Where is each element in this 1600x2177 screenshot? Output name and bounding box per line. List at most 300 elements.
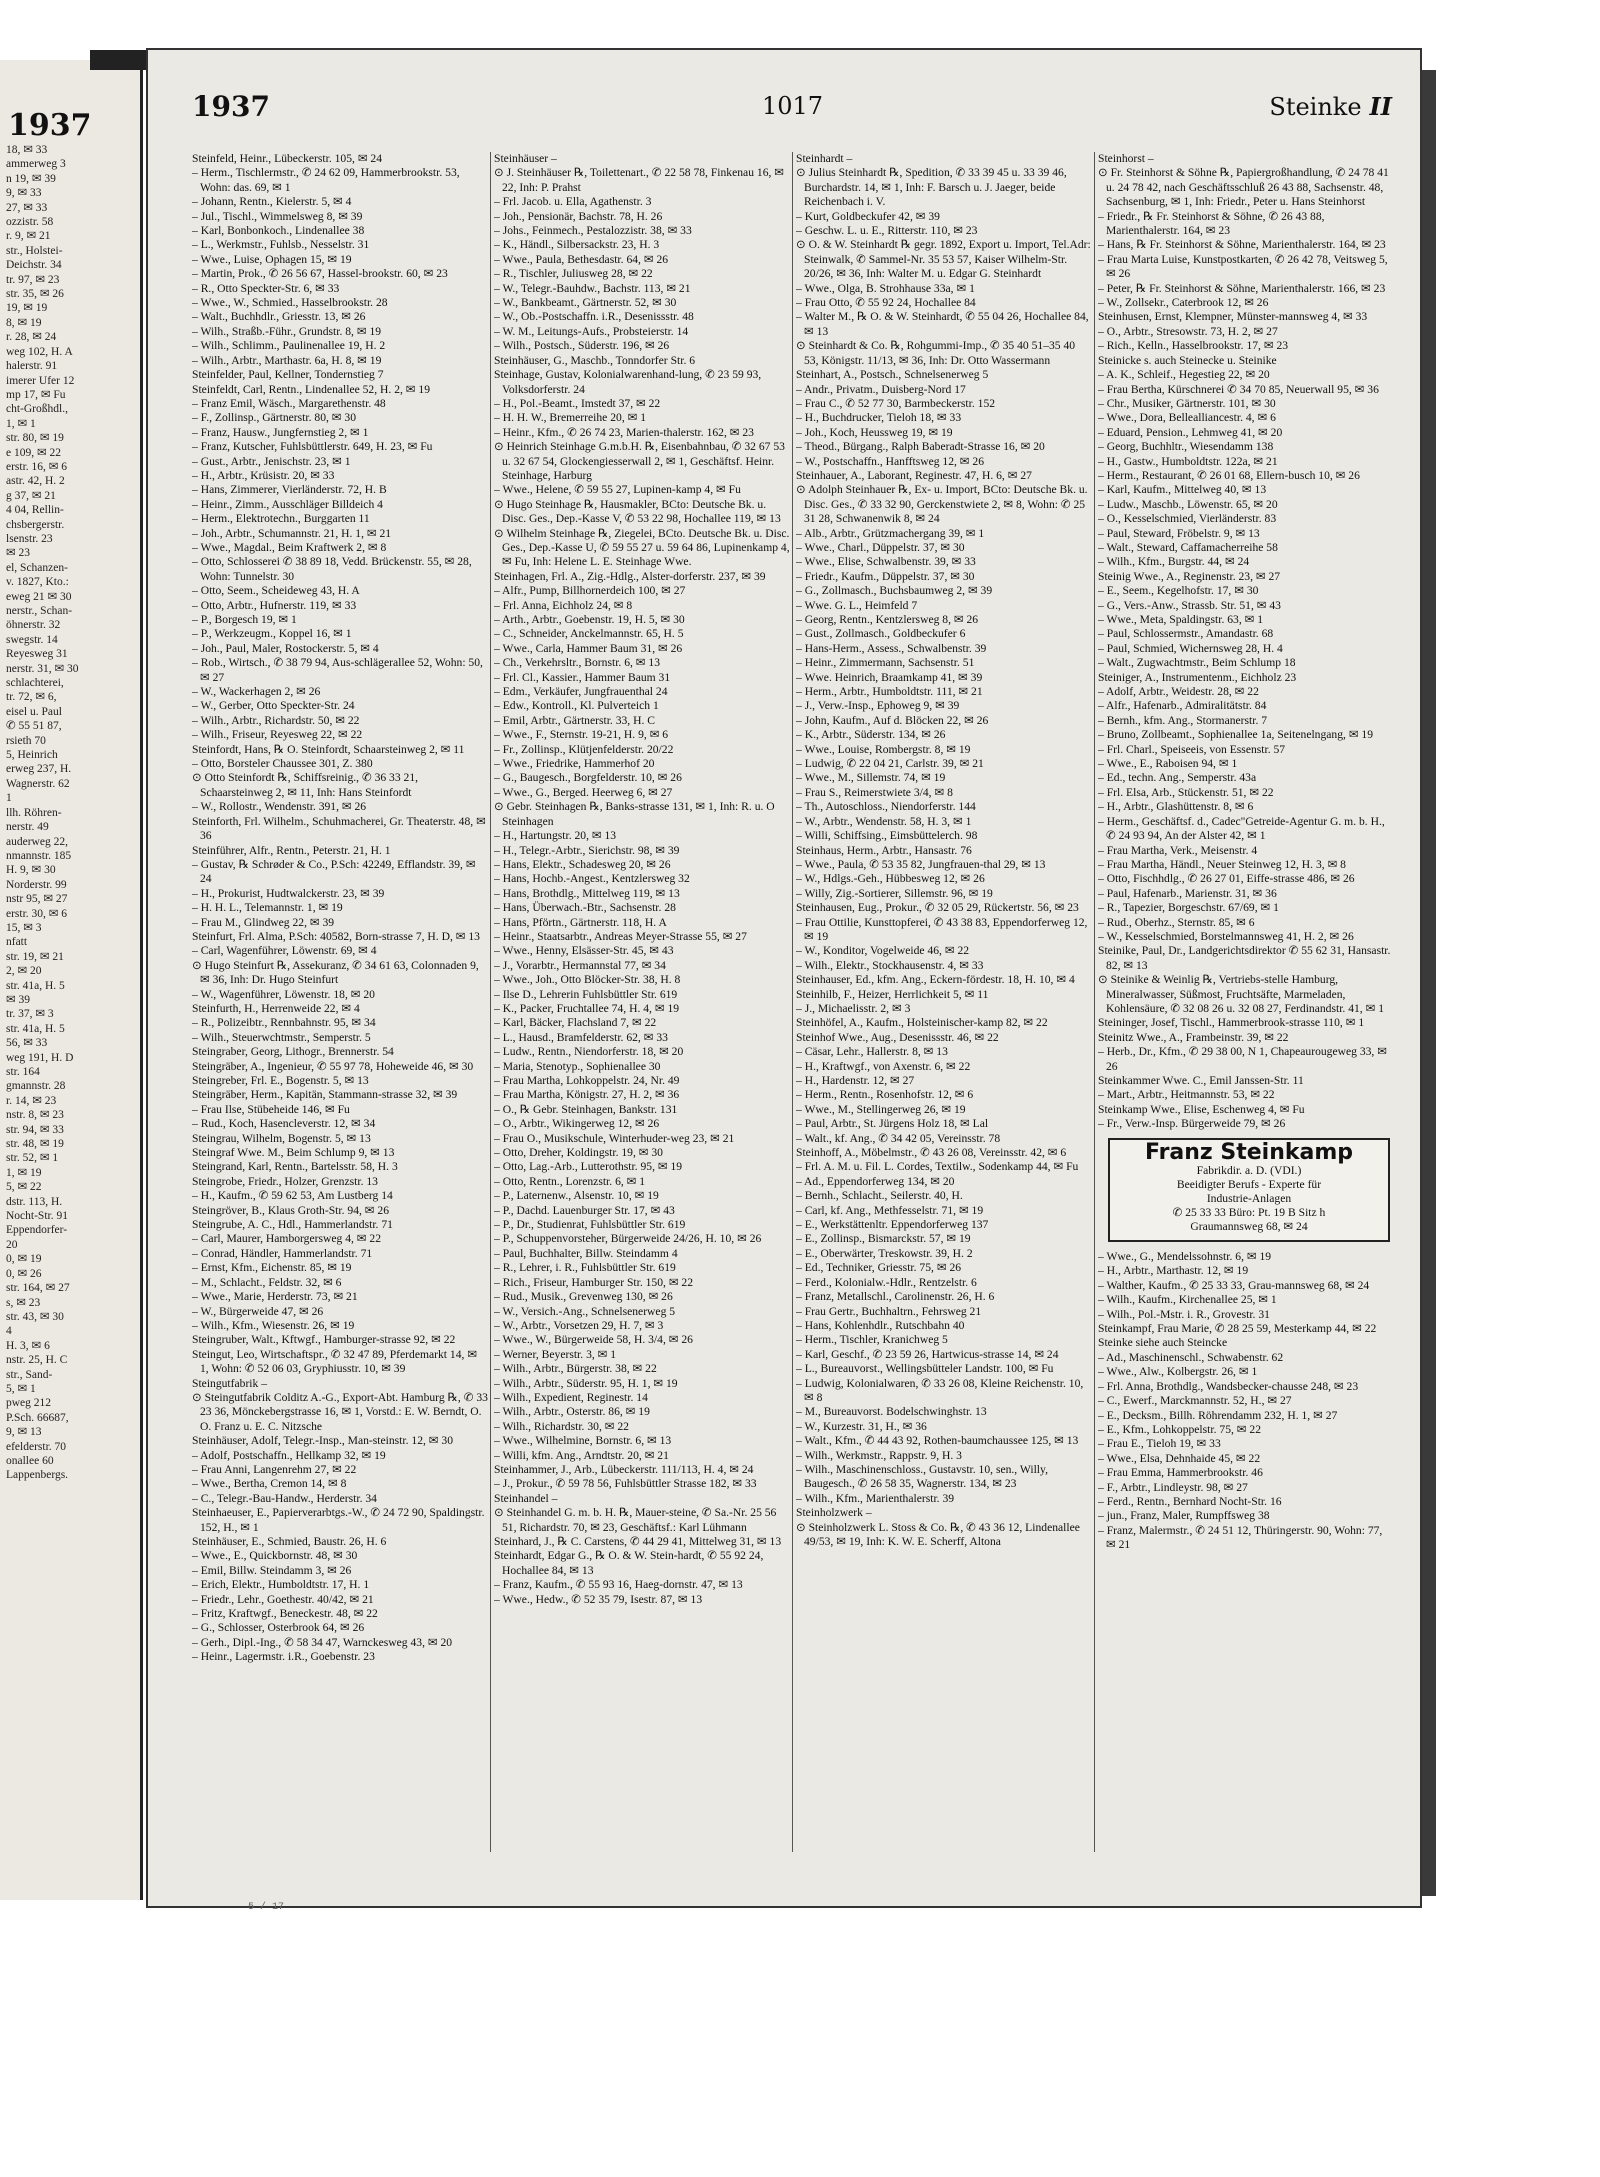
- directory-entry: – Conrad, Händler, Hammerlandstr. 71: [192, 1246, 373, 1260]
- directory-entry: – H., Arbtr., Glashüttenstr. 8, ✉ 6: [1098, 800, 1254, 814]
- header-year: 1937: [192, 90, 270, 123]
- directory-entry: – R., Lehrer, i. R., Fuhlsbüttler Str. 619: [494, 1261, 676, 1275]
- directory-entry: – Martin, Prok., ✆ 26 56 67, Hassel-brookstr. 60, ✉ 23: [192, 267, 448, 281]
- directory-entry: – R., Polizeibtr., Rennbahnstr. 95, ✉ 34: [192, 1016, 376, 1030]
- left-fragment: astr. 42, H. 2: [6, 475, 65, 488]
- directory-entry: – W., Zollsekr., Caterbrook 12, ✉ 26: [1098, 296, 1269, 310]
- directory-entry: – Wwe., Dora, Bellealliancestr. 4, ✉ 6: [1098, 411, 1276, 425]
- left-fragment: swegstr. 14: [6, 633, 58, 646]
- directory-entry: – E., Werkstättenltr. Eppendorferweg 137: [796, 1218, 989, 1232]
- directory-entry: – Walt., Kfm., ✆ 44 43 92, Rothen-baumchaussee 125, ✉ 13: [796, 1434, 1079, 1448]
- directory-entry: – L., Hausd., Bramfelderstr. 62, ✉ 33: [494, 1030, 668, 1044]
- directory-entry: Steinhausen, Eug., Prokur., ✆ 32 05 29, Rückertstr. 56, ✉ 23: [796, 901, 1079, 915]
- directory-entry: – Wwe., Louise, Rombergstr. 8, ✉ 19: [796, 742, 971, 756]
- directory-entry: – Ch., Verkehrsltr., Bornstr. 6, ✉ 13: [494, 656, 661, 670]
- directory-entry: – H., Telegr.-Arbtr., Sierichstr. 98, ✉ 39: [494, 843, 680, 857]
- directory-entry: – Herm., Tischler, Kranichweg 5: [796, 1333, 948, 1347]
- directory-entry: – Friedr., Kaufm., Düppelstr. 37, ✉ 30: [796, 569, 975, 583]
- directory-entry: ⊙ Otto Steinfordt ℞, Schiffsreinig., ✆ 36 33 21, Schaarsteinweg 2, ✉ 11, Inh: Hans Steinfordt: [192, 771, 419, 799]
- directory-entry: Steingraf Wwe. M., Beim Schlump 9, ✉ 13: [192, 1146, 395, 1160]
- advertisement-box: [1108, 1138, 1390, 1242]
- directory-entry: – Ilse D., Lehrerin Fuhlsbüttler Str. 619: [494, 987, 678, 1001]
- directory-entry: – Heinr., Zimm., Ausschläger Billdeich 4: [192, 497, 383, 511]
- directory-entry: – Wwe., Alw., Kolbergstr. 26, ✉ 1: [1098, 1365, 1258, 1379]
- directory-entry: – H., Kaufm., ✆ 59 62 53, Am Lustberg 14: [192, 1189, 393, 1203]
- directory-entry: – Wwe., Carla, Hammer Baum 31, ✉ 26: [494, 641, 683, 655]
- left-fragment: nstr. 8, ✉ 23: [6, 1109, 64, 1122]
- directory-entry: – K., Arbtr., Süderstr. 134, ✉ 26: [796, 728, 946, 742]
- left-fragment: erweg 237, H.: [6, 763, 72, 776]
- directory-entry: – Karl, Geschf., ✆ 23 59 26, Hartwicus-strasse 14, ✉ 24: [796, 1347, 1059, 1361]
- directory-entry: – E., Kfm., Lohkoppelstr. 75, ✉ 22: [1098, 1422, 1261, 1436]
- directory-entry: – O., Arbtr., Stresowstr. 73, H. 2, ✉ 27: [1098, 324, 1278, 338]
- directory-entry: – M., Bureauvorst. Bodelschwinghstr. 13: [796, 1405, 987, 1419]
- left-fragment: öhnerstr. 32: [6, 619, 61, 632]
- directory-entry: ⊙ O. & W. Steinhardt ℞ gegr. 1892, Export u. Import, Tel.Adr: Steinwalk, ✆ Sammel-Nr. 35 53 57, Kaiser Wilhelm-Str. 20/26, ✉ 36, Inh: Walter M. u. Edgar G. Steinhardt: [796, 238, 1091, 281]
- directory-entry: – Joh., Pensionär, Bachstr. 78, H. 26: [494, 209, 663, 223]
- directory-entry: – M., Schlacht., Feldstr. 32, ✉ 6: [192, 1275, 342, 1289]
- directory-entry: Steinhard, J., ℞ C. Carstens, ✆ 44 29 41, Mittelweg 31, ✉ 13: [494, 1535, 782, 1548]
- directory-entry: – W., Hdlgs.-Geh., Hübbesweg 12, ✉ 26: [796, 872, 985, 886]
- directory-entry: – Joh., Paul, Maler, Rostockerstr. 5, ✉ 4: [192, 641, 379, 655]
- directory-entry: – Walter M., ℞ O. & W. Steinhardt, ✆ 55 04 26, Hochallee 84, ✉ 13: [796, 310, 1089, 338]
- directory-entry: – Heinr., Lagermstr. i.R., Goebenstr. 23: [192, 1650, 375, 1664]
- directory-entry: – Wwe., Elise, Schwalbenstr. 39, ✉ 33: [796, 555, 976, 569]
- directory-entry: – H., Arbtr., Krüsistr. 20, ✉ 33: [192, 468, 335, 482]
- directory-entry: Steingrube, A. C., Hdl., Hammerlandstr. 71: [192, 1218, 393, 1232]
- directory-entry: – jun., Franz, Maler, Rumpffsweg 38: [1098, 1509, 1270, 1523]
- directory-entry: Steinkamp Wwe., Elise, Eschenweg 4, ✉ Fu: [1098, 1102, 1305, 1116]
- directory-entry: – Otto, Seem., Scheideweg 43, H. A: [192, 584, 360, 598]
- directory-entry: – Rich., Friseur, Hamburger Str. 150, ✉ 22: [494, 1275, 694, 1289]
- directory-entry: – Hans, Kohlenhdlr., Rutschbahn 40: [796, 1318, 965, 1332]
- left-fragment: eisel u. Paul: [6, 705, 62, 718]
- left-fragment: nerstr., Schan-: [6, 605, 73, 617]
- directory-entry: – Wwe., Friedrike, Hammerhof 20: [494, 757, 655, 771]
- left-fragment: H. 3, ✉ 6: [6, 1339, 50, 1352]
- left-fragment: str. 52, ✉ 1: [6, 1152, 59, 1165]
- directory-entry: Steinhusen, Ernst, Klempner, Münster-mannsweg 4, ✉ 33: [1098, 310, 1368, 324]
- directory-entry: – Otto, Fischhdlg., ✆ 26 27 01, Eiffe-strasse 486, ✉ 26: [1098, 872, 1355, 886]
- directory-entry: – W., Arbtr., Wendenstr. 58, H. 3, ✉ 1: [796, 814, 972, 828]
- directory-entry: – Mart., Arbtr., Heitmannstr. 53, ✉ 22: [1098, 1088, 1275, 1102]
- directory-entry: – E., Seem., Kegelhofstr. 17, ✉ 30: [1098, 584, 1259, 598]
- directory-entry: – E., Decksm., Billh. Röhrendamm 232, H. 1, ✉ 27: [1098, 1408, 1338, 1422]
- left-fragment: pweg 212: [6, 1397, 52, 1410]
- directory-entry: – Willi, Schiffsing., Eimsbüttelerch. 98: [796, 829, 978, 843]
- directory-entry: Steinhage, Gustav, Kolonialwarenhand-lung, ✆ 23 59 93, Volksdorferstr. 24: [494, 368, 762, 396]
- directory-entry: Steinike, Paul, Dr., Landgerichtsdirektor ✆ 55 62 31, Hansastr. 82, ✉ 13: [1098, 944, 1391, 972]
- directory-entry: – Wwe., F., Sternstr. 19-21, H. 9, ✉ 6: [494, 728, 669, 742]
- directory-entry: – Frau E., Tieloh 19, ✉ 33: [1098, 1437, 1221, 1451]
- directory-entry: – W., Wackerhagen 2, ✉ 26: [192, 685, 321, 699]
- directory-entry: Steingruber, Walt., Kftwgf., Hamburger-strasse 92, ✉ 22: [192, 1333, 456, 1347]
- directory-entry: – W., Bürgerweide 47, ✉ 26: [192, 1304, 324, 1318]
- directory-entry: – Wilh., Elektr., Stockhausenstr. 4, ✉ 33: [796, 958, 984, 972]
- directory-entry: – Carl, Wagenführer, Löwenstr. 69, ✉ 4: [192, 944, 377, 958]
- directory-entry: – Wilh., Arbtr., Osterstr. 86, ✉ 19: [494, 1405, 650, 1419]
- directory-entry: – Fritz, Kraftwgf., Beneckestr. 48, ✉ 22: [192, 1607, 378, 1621]
- directory-entry: – Joh., Koch, Heussweg 19, ✉ 19: [796, 425, 953, 439]
- directory-entry: – Frau Anni, Langenrehm 27, ✉ 22: [192, 1462, 357, 1476]
- left-fragment: dstr. 113, H.: [6, 1195, 63, 1208]
- directory-entry: – Hans, Elektr., Schadesweg 20, ✉ 26: [494, 857, 671, 871]
- directory-entry: – Hans, Hochb.-Angest., Kentzlersweg 32: [494, 872, 690, 886]
- left-fragment: mp 17, ✉ Fu: [6, 388, 66, 401]
- left-fragment: str. 48, ✉ 19: [6, 1138, 64, 1151]
- left-fragment: 20: [6, 1238, 18, 1251]
- directory-entry: – H., Arbtr., Marthastr. 12, ✉ 19: [1098, 1264, 1249, 1278]
- directory-entry: – Wilh., Arbtr., Süderstr. 95, H. 1, ✉ 19: [494, 1376, 678, 1390]
- left-fragment: auderweg 22,: [6, 835, 68, 848]
- directory-entry: – O., ℞ Gebr. Steinhagen, Bankstr. 131: [494, 1102, 678, 1116]
- directory-entry: – Gust., Zollmasch., Goldbeckufer 6: [796, 627, 966, 641]
- directory-entry: ⊙ Steinhandel G. m. b. H. ℞, Mauer-steine, ✆ Sa.-Nr. 25 56 51, Richardstr. 70, ✉ 23, Geschäftsf.: Karl Lühmann: [494, 1506, 777, 1534]
- directory-entry: – Wwe., Henny, Elsässer-Str. 45, ✉ 43: [494, 944, 674, 958]
- directory-entry: Steingröver, B., Klaus Groth-Str. 94, ✉ 26: [192, 1203, 389, 1217]
- directory-entry: ⊙ Wilhelm Steinhage ℞, Ziegelei, BCto. Deutsche Bk. u. Disc. Ges., Dep.-Kasse U, ✆ 59 55 27 u. 59 64 86, Lupinenkamp 4, ✉ Fu, Inh: Helene L. E. Steinhage Wwe.: [494, 526, 790, 569]
- directory-entry: – Werner, Beyerstr. 3, ✉ 1: [494, 1347, 617, 1361]
- directory-entry: – H., Hartungstr. 20, ✉ 13: [494, 829, 617, 843]
- directory-entry: – P., Werkzeugm., Koppel 16, ✉ 1: [192, 627, 352, 641]
- directory-entry: – L., Werkmstr., Fuhlsb., Nesselstr. 31: [192, 238, 370, 252]
- directory-entry: ⊙ J. Steinhäuser ℞, Toilettenart., ✆ 22 58 78, Finkenau 16, ✉ 22, Inh: P. Prahst: [494, 166, 784, 194]
- directory-entry: – Wwe., Magdal., Beim Kraftwerk 2, ✉ 8: [192, 540, 387, 554]
- left-fragment: Norderstr. 99: [6, 878, 67, 891]
- directory-entry: – Paul, Hafenarb., Marienstr. 31, ✉ 36: [1098, 886, 1277, 900]
- directory-entry: – Frl. Anna, Brothdlg., Wandsbecker-chausse 248, ✉ 23: [1098, 1379, 1359, 1393]
- directory-entry: – Wilh., Schlimm., Paulinenallee 19, H. 2: [192, 339, 386, 353]
- left-fragment: 9, ✉ 13: [6, 1426, 42, 1439]
- left-fragment: Eppendorfer-: [6, 1224, 68, 1237]
- directory-entry: – Peter, ℞ Fr. Steinhorst & Söhne, Marienthalerstr. 166, ✉ 23: [1098, 281, 1386, 295]
- directory-entry: – Wilh., Straßb.-Führ., Grundstr. 8, ✉ 19: [192, 324, 382, 338]
- directory-entry: Steinhoff, A., Möbelmstr., ✆ 43 26 08, Vereinsstr. 42, ✉ 6: [796, 1146, 1067, 1160]
- directory-entry: – Wwe., Hedw., ✆ 52 35 79, Isestr. 87, ✉ 13: [494, 1592, 703, 1606]
- left-fragment: 5, ✉ 1: [6, 1382, 36, 1395]
- directory-entry: – Frau Otto, ✆ 55 92 24, Hochallee 84: [796, 296, 976, 310]
- directory-entry: Steinhilb, F., Heizer, Herrlichkeit 5, ✉ 11: [796, 987, 989, 1001]
- left-fragment: rsieth 70: [6, 734, 46, 747]
- directory-entry: – W., Versich.-Ang., Schnelsenerweg 5: [494, 1304, 676, 1318]
- directory-entry: – A. K., Schleif., Hegestieg 22, ✉ 20: [1098, 368, 1270, 382]
- directory-entry: Steinfeldt, Carl, Rentn., Lindenallee 52, H. 2, ✉ 19: [192, 382, 431, 396]
- directory-entry: – J., Verw.-Insp., Ephoweg 9, ✉ 39: [796, 699, 960, 713]
- left-fragment: weg 191, H. D: [6, 1051, 74, 1064]
- directory-entry: – Frau Ottilie, Kunsttopferei, ✆ 43 38 83, Eppendorferweg 12, ✉ 19: [796, 915, 1088, 943]
- directory-entry: – Walt., kf. Ang., ✆ 34 42 05, Vereinsstr. 78: [796, 1131, 1001, 1145]
- directory-page: [146, 48, 1422, 1913]
- directory-entry: Steinhöfel, A., Kaufm., Holsteinischer-kamp 82, ✉ 22: [796, 1016, 1048, 1030]
- left-fragment: r. 14, ✉ 23: [6, 1094, 57, 1107]
- directory-entry: – Paul, Buchhalter, Billw. Steindamm 4: [494, 1246, 678, 1260]
- directory-entry: – Hans, Pförtn., Gärtnerstr. 118, H. A: [494, 915, 667, 929]
- directory-entry: – Paul, Schmied, Wichernsweg 28, H. 4: [1098, 641, 1283, 655]
- directory-entry: ⊙ Steinholzwerk L. Stoss & Co. ℞, ✆ 43 36 12, Lindenallee 49/53, ✉ 19, Inh: K. W. E. Scherff, Altona: [796, 1520, 1080, 1548]
- directory-entry: – J., Michaelisstr. 2, ✉ 3: [796, 1001, 911, 1015]
- directory-entry: – Frau M., Glindweg 22, ✉ 39: [192, 915, 335, 929]
- directory-entry: – Wwe., M., Sillemstr. 74, ✉ 19: [796, 771, 946, 785]
- directory-entry: – Frl. A. M. u. Fil. L. Cordes, Textilw., Sodenkamp 44, ✉ Fu: [796, 1160, 1079, 1174]
- left-fragment: erstr. 16, ✉ 6: [6, 460, 68, 473]
- footer-mark: 5 / 17: [248, 1902, 285, 1913]
- directory-entry: – Maria, Stenotyp., Sophienallee 30: [494, 1059, 661, 1073]
- directory-entry: – Wwe., Helene, ✆ 59 55 27, Lupinen-kamp 4, ✉ Fu: [494, 483, 741, 497]
- directory-entry: – Friedr., Lehr., Goethestr. 40/42, ✉ 21: [192, 1592, 374, 1606]
- directory-entry: – Frl. Elsa, Arb., Stückenstr. 51, ✉ 22: [1098, 785, 1274, 799]
- directory-entry: Steingrau, Wilhelm, Bogenstr. 5, ✉ 13: [192, 1131, 371, 1145]
- directory-entry: Steinhandel –: [494, 1491, 558, 1505]
- directory-entry: – Rob., Wirtsch., ✆ 38 79 94, Aus-schlägerallee 52, Wohn: 50, ✉ 27: [192, 656, 483, 684]
- directory-entry: – Chr., Musiker, Gärtnerstr. 101, ✉ 30: [1098, 396, 1276, 410]
- directory-entry: Steinhagen, Frl. A., Zig.-Hdlg., Alster-dorferstr. 237, ✉ 39: [494, 569, 766, 583]
- advertisement-title: Franz Steinkamp: [1144, 1139, 1354, 1165]
- directory-entry: – Frau Martha, Königstr. 27, H. 2, ✉ 36: [494, 1088, 680, 1102]
- directory-entry: – Wwe., W., Schmied., Hasselbrookstr. 28: [192, 296, 388, 310]
- directory-entry: Steingraber, Georg, Lithogr., Brennerstr. 54: [192, 1045, 394, 1059]
- directory-entry: – Wwe., M., Stellingerweg 26, ✉ 19: [796, 1102, 966, 1116]
- advertisement-line: Fabrikdir. a. D. (VDI.): [1196, 1164, 1302, 1178]
- directory-entry: – W., Arbtr., Vorsetzen 29, H. 7, ✉ 3: [494, 1318, 664, 1332]
- left-fragment: erstr. 30, ✉ 6: [6, 907, 68, 920]
- directory-entry: – Wwe., Joh., Otto Blöcker-Str. 38, H. 8: [494, 973, 681, 987]
- directory-entry: – Ludw., Rentn., Niendorferstr. 18, ✉ 20: [494, 1045, 684, 1059]
- left-fragment: imerer Ufer 12: [6, 374, 75, 387]
- directory-entry: – Wwe. Heinrich, Braamkamp 41, ✉ 39: [796, 670, 983, 684]
- directory-entry: – Otto, Lag.-Arb., Lutterothstr. 95, ✉ 19: [494, 1160, 683, 1174]
- directory-entry: – Jul., Tischl., Wimmelsweg 8, ✉ 39: [192, 209, 363, 223]
- directory-entry: – G., Schlosser, Osterbrook 64, ✉ 26: [192, 1621, 365, 1635]
- left-fragment: llh. Röhren-: [6, 806, 62, 819]
- directory-entry: – W., Gerber, Otto Speckter-Str. 24: [192, 699, 355, 713]
- left-fragment: nstr. 25, H. C: [6, 1354, 68, 1367]
- left-fragment: halerstr. 91: [6, 360, 58, 373]
- directory-entry: – H., Kraftwgf., von Axenstr. 6, ✉ 22: [796, 1059, 971, 1073]
- directory-entry: – Frau Marta Luise, Kunstpostkarten, ✆ 26 42 78, Veitsweg 5, ✉ 26: [1098, 252, 1388, 281]
- left-fragment: str. 164: [6, 1066, 40, 1078]
- directory-entry: – Alb., Arbtr., Grützmachergang 39, ✉ 1: [796, 526, 985, 540]
- directory-entry: – Kurt, Goldbeckufer 42, ✉ 39: [796, 209, 940, 223]
- advertisement-line: Graumannsweg 68, ✉ 24: [1190, 1220, 1308, 1234]
- directory-entry: – Ferd., Kolonialw.-Hdlr., Rentzelstr. 6: [796, 1275, 977, 1289]
- directory-entry: Steinhaeuser, E., Papierverarbtgs.-W., ✆ 24 72 90, Spaldingstr. 152, H., ✉ 1: [192, 1506, 485, 1534]
- directory-entry: – Otto, Borsteler Chaussee 301, Z. 380: [192, 757, 373, 771]
- directory-entry: – Heinr., Kfm., ✆ 26 74 23, Marien-thalerstr. 162, ✉ 23: [494, 425, 754, 439]
- directory-entry: ⊙ Hugo Steinfurt ℞, Assekuranz, ✆ 34 61 63, Colonnaden 9, ✉ 36, Inh: Dr. Hugo Steinfurt: [192, 958, 479, 987]
- directory-entry: – Rud., Oberhz., Sternstr. 85, ✉ 6: [1098, 915, 1255, 929]
- directory-entry: – Wwe. G. L., Heimfeld 7: [796, 598, 918, 612]
- left-fragment: str., Sand-: [6, 1368, 53, 1381]
- directory-entry: – Karl, Bäcker, Flachsland 7, ✉ 22: [494, 1016, 657, 1030]
- directory-entry: – L., Bureauvorst., Wellingsbütteler Landstr. 100, ✉ Fu: [796, 1362, 1054, 1376]
- left-fragment: onallee 60: [6, 1454, 54, 1467]
- directory-entry: – Frau Gertr., Buchhaltrn., Fehrsweg 21: [796, 1304, 982, 1318]
- directory-entry: – Karl, Kaufm., Mittelweg 40, ✉ 13: [1098, 483, 1267, 497]
- directory-entry: – Frl. Anna, Eichholz 24, ✉ 8: [494, 598, 633, 612]
- directory-entry: – Frau Ilse, Stübeheide 146, ✉ Fu: [192, 1102, 350, 1116]
- directory-entry: Steingutfabrik –: [192, 1376, 268, 1390]
- left-fragment: g 37, ✉ 21: [6, 489, 56, 502]
- directory-entry: Steinforth, Frl. Wilhelm., Schuhmacherei, Gr. Theaterstr. 48, ✉ 36: [192, 814, 486, 843]
- column-divider: [1094, 152, 1095, 1852]
- left-fragment: 19, ✉ 19: [6, 302, 48, 315]
- directory-entry: – Wilh., Expedient, Reginestr. 14: [494, 1390, 648, 1404]
- directory-entry: – W., Ob.-Postschaffn. i.R., Desenissstr. 48: [494, 310, 694, 324]
- directory-entry: – Wilh., Kfm., Marienthalerstr. 39: [796, 1491, 955, 1505]
- directory-entry: – Fr., Verw.-Insp. Bürgerweide 79, ✉ 26: [1098, 1117, 1286, 1131]
- left-fragment: ✉ 23: [6, 547, 31, 560]
- directory-entry: – Carl, kf. Ang., Methfesselstr. 71, ✉ 19: [796, 1203, 984, 1217]
- left-fragment: ozzistr. 58: [6, 216, 54, 229]
- directory-entry: – Otto, Schlosserei ✆ 38 89 18, Vedd. Brückenstr. 55, ✉ 28, Wohn: Tunnelstr. 30: [192, 555, 472, 583]
- directory-entry: – Edw., Kontroll., Kl. Pulverteich 1: [494, 699, 659, 713]
- directory-entry: – R., Tapezier, Borgeschstr. 67/69, ✉ 1: [1098, 901, 1279, 915]
- advertisement-line: ✆ 25 33 33 Büro: Pt. 19 B Sitz h: [1172, 1206, 1326, 1220]
- directory-entry: Steinkammer Wwe. C., Emil Janssen-Str. 11: [1098, 1074, 1304, 1087]
- directory-entry: – Frau C., ✆ 52 77 30, Barmbeckerstr. 152: [796, 396, 996, 410]
- directory-entry: – Wwe., Paula, Bethesdastr. 64, ✉ 26: [494, 252, 669, 266]
- directory-entry: – F., Zollinsp., Gärtnerstr. 80, ✉ 30: [192, 411, 357, 425]
- directory-entry: Steinke siehe auch Steincke: [1098, 1336, 1228, 1350]
- directory-entry: – Emil, Billw. Steindamm 3, ✉ 26: [192, 1563, 352, 1577]
- header-sheet: II: [1369, 92, 1392, 121]
- left-fragment: eweg 21 ✉ 30: [6, 590, 72, 603]
- directory-entry: – Frau Martha, Händl., Neuer Steinweg 12, H. 3, ✉ 8: [1098, 857, 1346, 871]
- directory-entry: Steinhorst –: [1098, 152, 1154, 165]
- directory-entry: ⊙ Fr. Steinhorst & Söhne ℞, Papiergroßhandlung, ✆ 24 78 41 u. 24 78 42, nach Geschäftsschluß 26 43 88, Sachsenstr. 48, Sachsenburg, ✉ 1, Inh: Friedr., Peter u. Hans Steinhorst: [1098, 166, 1389, 209]
- directory-entry: – Herm., Tischlermstr., ✆ 24 62 09, Hammerbrookstr. 53, Wohn: das. 69, ✉ 1: [192, 166, 460, 194]
- directory-entry: ⊙ Adolph Steinhauer ℞, Ex- u. Import, BCto: Deutsche Bk. u. Disc. Ges., ✆ 33 32 90, Gerckenstwiete 2, ✉ 8, Wohn: ✆ 25 31 28, Schwanenwik 8, ✉ 24: [796, 483, 1088, 526]
- left-fragment: Lappenbergs.: [6, 1469, 69, 1482]
- directory-entry: Steinkampf, Frau Marie, ✆ 28 25 59, Mesterkamp 44, ✉ 22: [1098, 1322, 1377, 1336]
- directory-entry: Steinhammer, J., Arb., Lübeckerstr. 111/113, H. 4, ✉ 24: [494, 1462, 754, 1476]
- directory-entry: – Franz, Kaufm., ✆ 55 93 16, Haeg-dornstr. 47, ✉ 13: [494, 1578, 743, 1592]
- directory-entry: – Frau O., Musikschule, Winterhuder-weg 23, ✉ 21: [494, 1131, 735, 1145]
- header-surname: [1269, 92, 1392, 121]
- directory-entry: – Herm., Restaurant, ✆ 26 01 68, Ellern-busch 10, ✉ 26: [1098, 468, 1360, 482]
- directory-entry: – Johs., Feinmech., Pestalozzistr. 38, ✉ 33: [494, 224, 692, 238]
- header-surname-text: Steinke: [1269, 93, 1362, 121]
- directory-entry: – K., Händl., Silbersackstr. 23, H. 3: [494, 238, 660, 252]
- left-fragment: nerstr. 49: [6, 821, 49, 834]
- directory-entry: – Fr., Zollinsp., Klütjenfelderstr. 20/22: [494, 742, 674, 756]
- directory-entry: – Otto, Dreher, Koldingstr. 19, ✉ 30: [494, 1146, 663, 1160]
- left-fragment: 4: [6, 1325, 12, 1338]
- left-fragment: weg 102, H. A: [6, 345, 73, 358]
- directory-entry: – R., Otto Speckter-Str. 6, ✉ 33: [192, 281, 340, 295]
- directory-entry: – W., Kesselschmied, Borstelmannsweg 41, H. 2, ✉ 26: [1098, 929, 1354, 943]
- directory-entry: – W. M., Leitungs-Aufs., Probsteierstr. 14: [494, 324, 689, 338]
- directory-entry: – F., Arbtr., Lindleystr. 98, ✉ 27: [1098, 1480, 1248, 1494]
- left-fragment: str. 80, ✉ 19: [6, 432, 64, 445]
- left-fragment: str. 41a, H. 5: [6, 1022, 65, 1035]
- directory-entry: – Herm., Geschäftsf. d., Cadec"Getreide-Agentur G. m. b. H., ✆ 24 93 94, An der Alster 42, ✉ 1: [1098, 814, 1385, 843]
- directory-entry: – Wwe., E., Raboisen 94, ✉ 1: [1098, 757, 1238, 771]
- left-fragment: 1: [6, 792, 12, 805]
- directory-entry: – C., Ewerf., Marckmannstr. 52, H., ✉ 27: [1098, 1394, 1292, 1408]
- left-fragment: s, ✉ 23: [6, 1296, 41, 1309]
- directory-entry: – Wilh., Postsch., Süderstr. 196, ✉ 26: [494, 339, 670, 353]
- directory-entry: Steinhäuser, G., Maschb., Tonndorfer Str. 6: [494, 353, 696, 367]
- directory-entry: – Ed., Techniker, Griesstr. 75, ✉ 26: [796, 1261, 962, 1275]
- left-page-year: 1937: [8, 108, 92, 143]
- directory-entry: – Ed., techn. Ang., Semperstr. 43a: [1098, 771, 1257, 785]
- directory-entry: – Franz, Hausw., Jungfernstieg 2, ✉ 1: [192, 425, 369, 439]
- directory-entry: – Edm., Verkäufer, Jungfrauenthal 24: [494, 685, 668, 699]
- directory-entry: – Wilh., Maschinenschloss., Gustavstr. 10, sen., Willy, Baugesch., ✆ 26 58 35, Wagnerstr. 134, ✉ 23: [796, 1462, 1048, 1491]
- left-fragment: ammerweg 3: [6, 158, 66, 171]
- left-fragment: efelderstr. 70: [6, 1440, 67, 1453]
- directory-entry: ⊙ Gebr. Steinhagen ℞, Banks-strasse 131, ✉ 1, Inh: R. u. O Steinhagen: [494, 800, 775, 828]
- directory-entry: – Wilh., Friseur, Reyesweg 22, ✉ 22: [192, 728, 363, 742]
- directory-entry: – Ludwig, Kolonialwaren, ✆ 33 26 08, Kleine Reichenstr. 10, ✉ 8: [796, 1376, 1084, 1404]
- column-3: [796, 152, 1092, 1882]
- directory-entry: – Wwe., Paula, ✆ 53 35 82, Jungfrauen-thal 29, ✉ 13: [796, 857, 1046, 871]
- directory-entry: Steinhäuser, E., Schmied, Baustr. 26, H. 6: [192, 1535, 387, 1548]
- directory-entry: – P., Laternenw., Alsenstr. 10, ✉ 19: [494, 1189, 659, 1203]
- directory-entry: Steingrand, Karl, Rentn., Bartelsstr. 58, H. 3: [192, 1160, 398, 1174]
- header-page-number: 1017: [762, 92, 824, 120]
- directory-entry: – Friedr., ℞ Fr. Steinhorst & Söhne, ✆ 26 43 88, Marienthalerstr. 164, ✉ 23: [1098, 209, 1325, 238]
- directory-entry: – Ferd., Rentn., Bernhard Nocht-Str. 16: [1098, 1494, 1282, 1508]
- directory-entry: Steinfelder, Paul, Kellner, Tondernstieg 7: [192, 368, 384, 382]
- directory-entry: ⊙ Julius Steinhardt ℞, Spedition, ✆ 33 39 45 u. 33 39 46, Burchardstr. 14, ✉ 1, Inh: F. Barsch u. J. Jaeger, beide Reichenbach i. V.: [796, 166, 1067, 209]
- directory-entry: – Georg, Buchhltr., Wiesendamm 138: [1098, 440, 1274, 454]
- directory-entry: Steinhäuser, Adolf, Telegr.-Insp., Man-steinstr. 12, ✉ 30: [192, 1434, 453, 1448]
- directory-entry: Steininger, Josef, Tischl., Hammerbrook-strasse 110, ✉ 1: [1098, 1016, 1365, 1030]
- directory-entry: – Gust., Arbtr., Jenischstr. 23, ✉ 1: [192, 454, 351, 468]
- left-fragment: 4 04, Rellin-: [6, 504, 64, 517]
- directory-entry: – Walt., Zugwachtmstr., Beim Schlump 18: [1098, 656, 1296, 670]
- left-fragment: 5, Heinrich: [6, 749, 58, 762]
- directory-entry: – Franz Emil, Wäsch., Margarethenstr. 48: [192, 396, 386, 410]
- directory-entry: – Wilh., Arbtr., Bürgerstr. 38, ✉ 22: [494, 1362, 657, 1376]
- directory-entry: – Bruno, Zollbeamt., Sophienallee 1a, Seitenelngang, ✉ 19: [1098, 728, 1374, 742]
- left-fragment: 1, ✉ 1: [6, 417, 36, 430]
- left-fragment: nerstr. 31, ✉ 30: [6, 662, 79, 675]
- directory-entry: – Wilh., Kfm., Wiesenstr. 26, ✉ 19: [192, 1318, 355, 1332]
- directory-entry: – J., Prokur., ✆ 59 78 56, Fuhlsbüttler Strasse 182, ✉ 33: [494, 1477, 757, 1491]
- directory-entry: – Herb., Dr., Kfm., ✆ 29 38 00, N 1, Chapeaurougeweg 33, ✉ 26: [1098, 1045, 1387, 1073]
- directory-entry: – G., Baugesch., Borgfelderstr. 10, ✉ 26: [494, 771, 682, 785]
- column-divider: [490, 152, 491, 1852]
- left-fragment: ✉ 39: [6, 993, 31, 1006]
- directory-entry: – Th., Autoschloss., Niendorferstr. 144: [796, 800, 976, 814]
- left-fragment: str. 94, ✉ 33: [6, 1123, 64, 1136]
- directory-entry: – H., Pol.-Beamt., Imstedt 37, ✉ 22: [494, 396, 661, 410]
- directory-entry: Steinholzwerk –: [796, 1506, 872, 1520]
- right-page-edge: [1422, 70, 1436, 1896]
- directory-entry: – Wwe., G., Mendelssohnstr. 6, ✉ 19: [1098, 1250, 1272, 1264]
- left-fragment: 1, ✉ 19: [6, 1166, 42, 1179]
- directory-entry: – Joh., Arbtr., Schumannstr. 21, H. 1, ✉ 21: [192, 526, 392, 540]
- directory-entry: – Wwe., Wilhelmine, Bornstr. 6, ✉ 13: [494, 1434, 672, 1448]
- directory-entry: – Paul, Steward, Fröbelstr. 9, ✉ 13: [1098, 526, 1260, 540]
- directory-entry: – W., Wagenführer, Löwenstr. 18, ✉ 20: [192, 987, 375, 1001]
- directory-entry: Steinhauer, A., Laborant, Reginestr. 47, H. 6, ✉ 27: [796, 468, 1032, 482]
- directory-entry: – Franz, Metallschl., Carolinenstr. 26, H. 6: [796, 1290, 995, 1304]
- advertisement-line: Beeidigter Berufs - Experte für: [1176, 1178, 1322, 1192]
- column-2: [494, 152, 790, 1882]
- directory-entry: – Wwe., Luise, Ophagen 15, ✉ 19: [192, 252, 352, 266]
- left-fragment: P.Sch. 66687,: [6, 1411, 69, 1424]
- directory-entry: – Alfr., Hafenarb., Admiralitätstr. 84: [1098, 699, 1267, 713]
- directory-entry: – Wilh., Kfm., Burgstr. 44, ✉ 24: [1098, 555, 1250, 569]
- directory-entry: – Bernh., Schlacht., Seilerstr. 40, H.: [796, 1189, 963, 1203]
- directory-entry: – W., Kurzestr. 31, H., ✉ 36: [796, 1419, 927, 1433]
- left-fragment: str., Holstei-: [6, 244, 63, 257]
- directory-entry: – Andr., Privatm., Duisberg-Nord 17: [796, 382, 966, 396]
